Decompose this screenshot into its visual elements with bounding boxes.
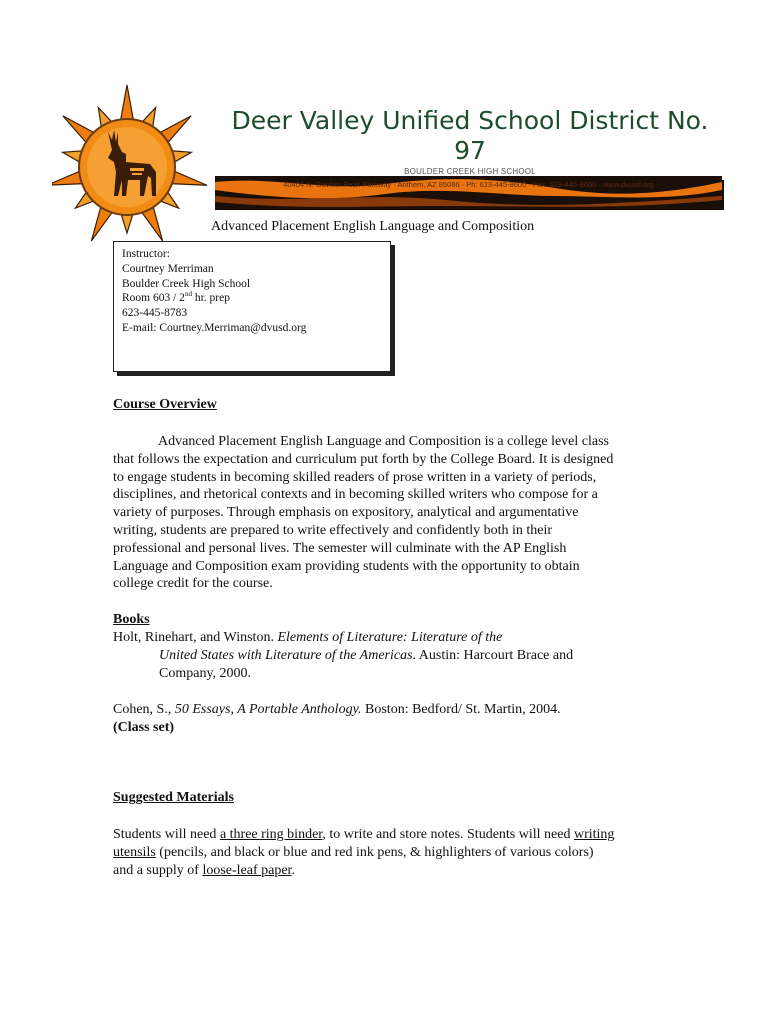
course-overview-heading: Course Overview [113, 397, 217, 412]
instructor-room: Room 603 / 2nd hr. prep [122, 290, 230, 305]
book-citation-holt: Holt, Rinehart, and Winston. Elements of Literature: Literature of the United States with Literature of the Americas. Austin: Harcourt Brace and Company, 2000. [113, 630, 574, 681]
overview-line: Advanced Placement English Language and Composition is a college level class [158, 434, 609, 449]
district-title-line1: Deer Valley Unified School District No. [231, 106, 709, 135]
sun-deer-logo-icon [52, 72, 232, 252]
overview-line: Language and Composition exam providing students with the opportunity to obtain [113, 558, 580, 574]
overview-line: disciplines, and rhetorical contexts and in becoming skilled writers who compose for a [113, 487, 598, 503]
books-heading: Books [113, 612, 150, 627]
class-set-note: (Class set) [113, 719, 175, 735]
course-title: Advanced Placement English Language and Composition [211, 219, 535, 234]
course-overview-paragraph [113, 433, 661, 593]
district-title [215, 106, 725, 166]
overview-line: variety of purposes. Through emphasis on expository, analytical and argumentative [113, 505, 579, 521]
overview-line: writing, students are prepared to write effectively and confidently both in their [113, 522, 553, 538]
book-citation-cohen: Cohen, S., 50 Essays, A Portable Anthology. Boston: Bedford/ St. Martin, 2004. (Class set) [113, 701, 661, 737]
overview-line: college credit for the course. [113, 576, 273, 592]
suggested-materials-heading: Suggested Materials [113, 790, 234, 805]
instructor-label: Instructor: [122, 248, 170, 260]
sun-ray-icon [120, 85, 134, 124]
district-logo [52, 72, 232, 252]
overview-line: that follows the expectation and curriculum put forth by the College Board. It is designed [113, 451, 614, 467]
banner-edge-divider [722, 180, 724, 210]
address-banner [215, 176, 722, 210]
school-name: BOULDER CREEK HIGH SCHOOL [404, 167, 536, 176]
instructor-name: Courtney Merriman [122, 262, 214, 275]
instructor-email[interactable]: E-mail: Courtney.Merriman@dvusd.org [122, 321, 307, 334]
suggested-materials-paragraph: Students will need a three ring binder, to write and store notes. Students will need writing utensils (pencils, and black or blue and red ink pens, & highlighters of various colors) and a supply of loose-leaf paper. [113, 827, 615, 878]
district-title-line2: 97 [454, 136, 486, 165]
overview-line: professional and personal lives. The semester will culminate with the AP English [113, 540, 567, 556]
instructor-phone: 623-445-8783 [122, 307, 188, 320]
instructor-school: Boulder Creek High School [122, 277, 251, 290]
banner-address-text: 40404 N. Gavilan Peak Parkway · Anthem, AZ 85086 · Ph: 623-445-8600 · Fax: 623-445-8660 · www.dvusd.org [283, 180, 654, 189]
overview-line: to engage students in becoming skilled readers of prose written in a variety of periods, [113, 469, 597, 485]
instructor-info-box [113, 241, 391, 372]
